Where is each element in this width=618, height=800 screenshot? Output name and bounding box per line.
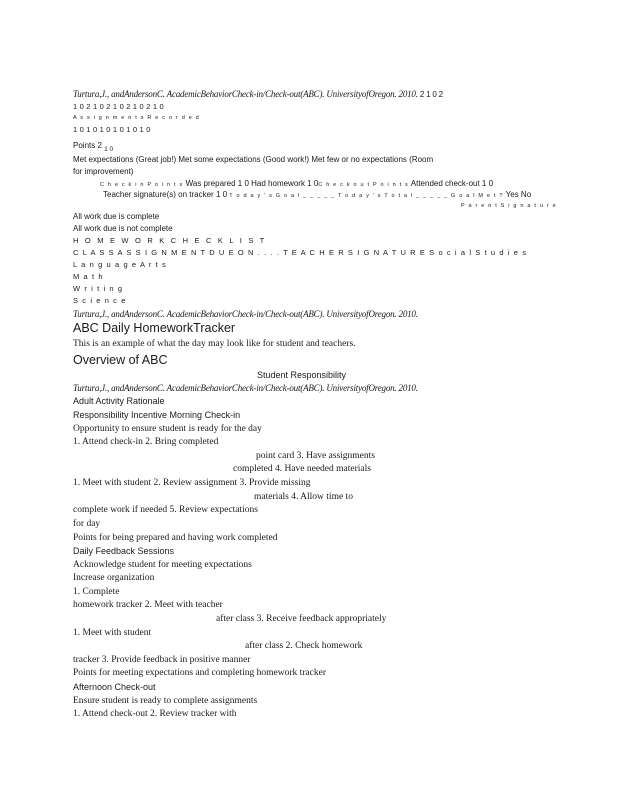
increase-organization-line: Increase organization xyxy=(73,573,155,583)
homework-tracker-meet-line: homework tracker 2. Meet with teacher xyxy=(73,600,223,610)
checkout-items: Attended check-out 1 0 xyxy=(408,179,494,188)
one-complete-line: 1. Complete xyxy=(73,587,120,597)
points-row-2: 1 0 1 0 1 0 1 0 1 0 1 0 xyxy=(73,125,151,134)
subject-writing: W r i t i n g xyxy=(73,284,124,293)
expectations-line: Met expectations (Great job!) Met some expectations (Good work!) Met few or no expectations (Room xyxy=(73,155,434,164)
completed-materials-line: completed 4. Have needed materials xyxy=(233,464,371,474)
homework-checklist-title: H O M E W O R K C H E C K L I S T xyxy=(73,236,267,245)
example-text: This is an example of what the day may look like for student and teachers. xyxy=(73,339,356,349)
class-header-text: C L A S S A S S I G N M E N T D U E O N . . . . T E A C H E R S I G N A T U R E xyxy=(73,248,426,257)
abc-tracker-heading: ABC Daily HomeworkTracker xyxy=(73,321,236,335)
adult-activity-rationale: Adult Activity Rationale xyxy=(73,396,165,406)
assignments-recorded-label: A s s i g n m e n t s R e c o r d e d xyxy=(73,115,200,121)
checkin-items: Was prepared 1 0 Had homework 1 0 xyxy=(183,179,319,188)
one-meet-student-line: 1. Meet with student xyxy=(73,628,152,638)
points-subscript: 1 0 xyxy=(104,146,114,153)
points-prepared-line: Points for being prepared and having work completed xyxy=(73,533,278,543)
checkout-points-label: C h e c k o u t P o i n t s xyxy=(318,182,409,188)
checkin-points-label: C h e c k i n P o i n t s xyxy=(100,182,184,188)
points-tail: 2 1 0 2 xyxy=(417,90,443,99)
citation-text: Turtura,J., andAndersonC. AcademicBehaviorCheck-in/Check-out(ABC). UniversityofOregon. 2010. xyxy=(73,89,418,99)
daily-feedback-line: Daily Feedback Sessions xyxy=(73,546,175,556)
points-row-1: 1 0 2 1 0 2 1 0 2 1 0 2 1 0 xyxy=(73,102,164,111)
afternoon-checkout-line: Afternoon Check-out xyxy=(73,682,156,692)
all-work-not-complete: All work due is not complete xyxy=(73,224,173,233)
meet-student-review-line: 1. Meet with student 2. Review assignment 3. Provide missing xyxy=(73,478,311,488)
opportunity-line: Opportunity to ensure student is ready for the day xyxy=(73,424,262,434)
after-class-check-line: after class 2. Check homework xyxy=(245,641,363,651)
citation-line-3: Turtura,J., andAndersonC. AcademicBehaviorCheck-in/Check-out(ABC). UniversityofOregon. 2010. xyxy=(73,383,418,393)
points-meeting-line: Points for meeting expectations and completing homework tracker xyxy=(73,668,326,678)
citation-line-2: Turtura,J., andAndersonC. AcademicBehaviorCheck-in/Check-out(ABC). UniversityofOregon. 2010. xyxy=(73,309,418,319)
goal-met-options: Yes No xyxy=(503,190,532,199)
parent-signature-label: P a r e n t S i g n a t u r e xyxy=(461,203,557,209)
points-label-text: Points 2 xyxy=(73,141,102,150)
complete-work-line: complete work if needed 5. Review expectations xyxy=(73,505,258,515)
tracker-feedback-line: tracker 3. Provide feedback in positive manner xyxy=(73,655,251,665)
morning-checkin: Responsibility Incentive Morning Check-in xyxy=(73,410,241,420)
checkin-points-line xyxy=(100,180,493,189)
citation-line-1 xyxy=(73,90,443,99)
after-class-receive-line: after class 3. Receive feedback appropriately xyxy=(216,614,387,624)
attend-checkin-line: 1. Attend check-in 2. Bring completed xyxy=(73,437,219,447)
all-work-complete: All work due is complete xyxy=(73,212,160,221)
social-studies-label: S o c i a l S t u d i e s xyxy=(425,248,528,257)
teacher-signature-text: Teacher signature(s) on tracker 1 0 xyxy=(103,190,228,199)
student-responsibility-label: Student Responsibility xyxy=(257,370,347,380)
subject-math: M a t h xyxy=(73,272,104,281)
acknowledge-line: Acknowledge student for meeting expectations xyxy=(73,560,252,570)
for-day-line: for day xyxy=(73,519,101,529)
teacher-signature-line xyxy=(103,191,531,200)
goal-fields: T o d a y ' s G o a l _ _ _ _ _ T o d a y ' s T o t a l _ _ _ _ _ G o a l M e t ? xyxy=(229,193,504,199)
improvement-line: for improvement) xyxy=(73,167,134,176)
subject-science: S c i e n c e xyxy=(73,296,127,305)
points-label xyxy=(73,142,113,151)
subject-language-arts: L a n g u a g e A r t s xyxy=(73,260,167,269)
class-table-header xyxy=(73,249,527,257)
ensure-ready-line: Ensure student is ready to complete assignments xyxy=(73,696,258,706)
materials-allow-line: materials 4. Allow time to xyxy=(254,492,353,502)
attend-checkout-line: 1. Attend check-out 2. Review tracker with xyxy=(73,709,237,719)
overview-heading: Overview of ABC xyxy=(73,353,168,367)
point-card-line: point card 3. Have assignments xyxy=(256,451,375,461)
